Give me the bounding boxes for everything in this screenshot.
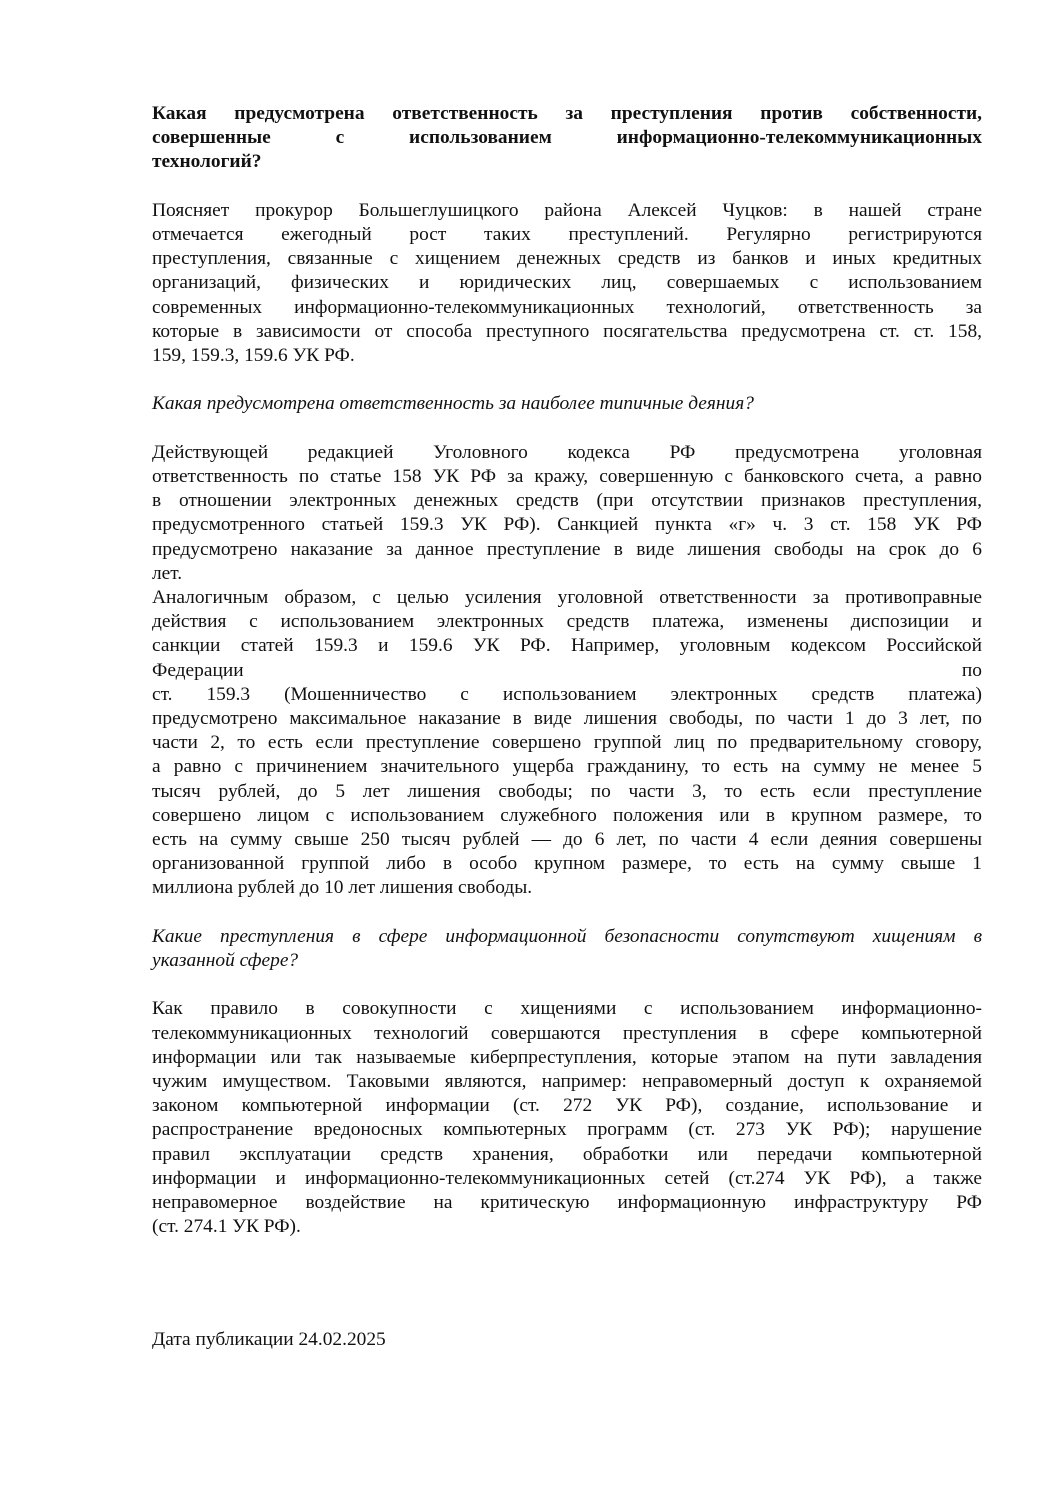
text-line: распространение вредоносных компьютерных программ (ст. 273 УК РФ); нарушение — [152, 1119, 982, 1141]
text-line: Аналогичным образом, с целью усиления уголовной ответственности за противоправные — [152, 587, 982, 609]
spacer — [152, 973, 982, 997]
text-line: отмечается ежегодный рост таких преступлений. Регулярно регистрируются — [152, 224, 982, 245]
text-line: Федерации по — [152, 659, 982, 681]
text-line: чужим имуществом. Таковыми являются, например: неправомерный доступ к охраняемой — [152, 1071, 982, 1093]
spacer — [152, 901, 982, 925]
text-line: ст. 159.3 (Мошенничество с использованием электронных средств платежа) — [152, 683, 982, 705]
text-line: которые в зависимости от способа преступного посягательства предусмотрена ст. ст. 158, — [152, 320, 982, 342]
publication-date: Дата публикации 24.02.2025 — [152, 1329, 386, 1350]
text-line: преступления, связанные с хищением денежных средств из банков и иных кредитных — [152, 248, 982, 270]
paragraph-intro — [152, 199, 982, 368]
title-line: технологий? — [152, 151, 262, 173]
text-line: предусмотренного статьей 159.3 УК РФ). Санкцией пункта «г» ч. 3 ст. 158 УК РФ — [152, 514, 982, 536]
text-line: телекоммуникационных технологий совершаются преступления в сфере компьютерной — [152, 1022, 982, 1044]
text-line: ответственность по статье 158 УК РФ за кражу, совершенную с банковского счета, а равно — [152, 466, 982, 487]
text-line: Действующей редакцией Уголовного кодекса РФ предусмотрена уголовная — [152, 441, 982, 463]
text-line: действия с использованием электронных средств платежа, изменены диспозиции и — [152, 611, 982, 633]
question-line: указанной сфере? — [152, 950, 299, 972]
text-line: лет. — [152, 562, 183, 584]
spacer — [152, 417, 982, 441]
spacer — [152, 175, 982, 199]
text-line: совершено лицом с использованием служебного положения или в крупном размере, то — [152, 804, 982, 826]
text-line: современных информационно-телекоммуникационных технологий, ответственность за — [152, 296, 982, 318]
spacer — [152, 368, 982, 392]
text-line: правил эксплуатации средств хранения, обработки или передачи компьютерной — [152, 1143, 982, 1165]
text-line: Поясняет прокурор Большеглушицкого района Алексей Чуцков: в нашей стране — [152, 199, 982, 221]
text-line: (ст. 274.1 УК РФ). — [152, 1216, 301, 1238]
text-line: есть на сумму свыше 250 тысяч рублей — до 6 лет, по части 4 если деяния совершены — [152, 829, 982, 851]
text-line: Как правило в совокупности с хищениями с использованием информационно- — [152, 998, 982, 1020]
text-line: информации или так называемые киберпреступления, которые этапом на пути завладения — [152, 1046, 982, 1068]
question-typical-acts — [152, 392, 982, 416]
text-line: предусмотрено максимальное наказание в виде лишения свободы, по части 1 до 3 лет, по — [152, 708, 982, 730]
text-line: организованной группой либо в особо крупном размере, то есть на сумму свыше 1 — [152, 853, 982, 875]
text-line: в отношении электронных денежных средств (при отсутствии признаков преступления, — [152, 490, 982, 512]
title-line: совершенные с использованием информационно-телекоммуникационных — [152, 127, 982, 149]
text-line: законом компьютерной информации (ст. 272 УК РФ), создание, использование и — [152, 1095, 982, 1117]
question-line: Какая предусмотрена ответственность за наиболее типичные деяния? — [152, 393, 754, 415]
question-information-security — [152, 925, 982, 973]
paragraph-article-159 — [152, 586, 982, 901]
text-line: предусмотрено наказание за данное преступление в виде лишения свободы на срок до 6 — [152, 538, 982, 560]
question-line: Какие преступления в сфере информационной безопасности сопутствуют хищениям в — [152, 925, 982, 947]
paragraph-article-158 — [152, 441, 982, 586]
text-line: а равно с причинением значительного ущерба гражданину, то есть на сумму не менее 5 — [152, 756, 982, 778]
title-line: Какая предусмотрена ответственность за преступления против собственности, — [152, 103, 982, 124]
text-line: санкции статей 159.3 и 159.6 УК РФ. Например, уголовным кодексом Российской — [152, 635, 982, 657]
document-page — [152, 102, 982, 1350]
text-line: организаций, физических и юридических лиц, совершаемых с использованием — [152, 272, 982, 294]
text-line: тысяч рублей, до 5 лет лишения свободы; по части 3, то есть если преступление — [152, 780, 982, 802]
document-title — [152, 102, 982, 175]
text-line: неправомерное воздействие на критическую информационную инфраструктуру РФ — [152, 1192, 982, 1214]
text-line: 159, 159.3, 159.6 УК РФ. — [152, 345, 355, 367]
paragraph-cybercrime — [152, 997, 982, 1239]
text-line: миллиона рублей до 10 лет лишения свободы. — [152, 877, 533, 899]
text-line: части 2, то есть если преступление совершено группой лиц по предварительному сговору, — [152, 732, 982, 754]
text-line: информации и информационно-телекоммуникационных сетей (ст.274 УК РФ), а также — [152, 1167, 982, 1189]
